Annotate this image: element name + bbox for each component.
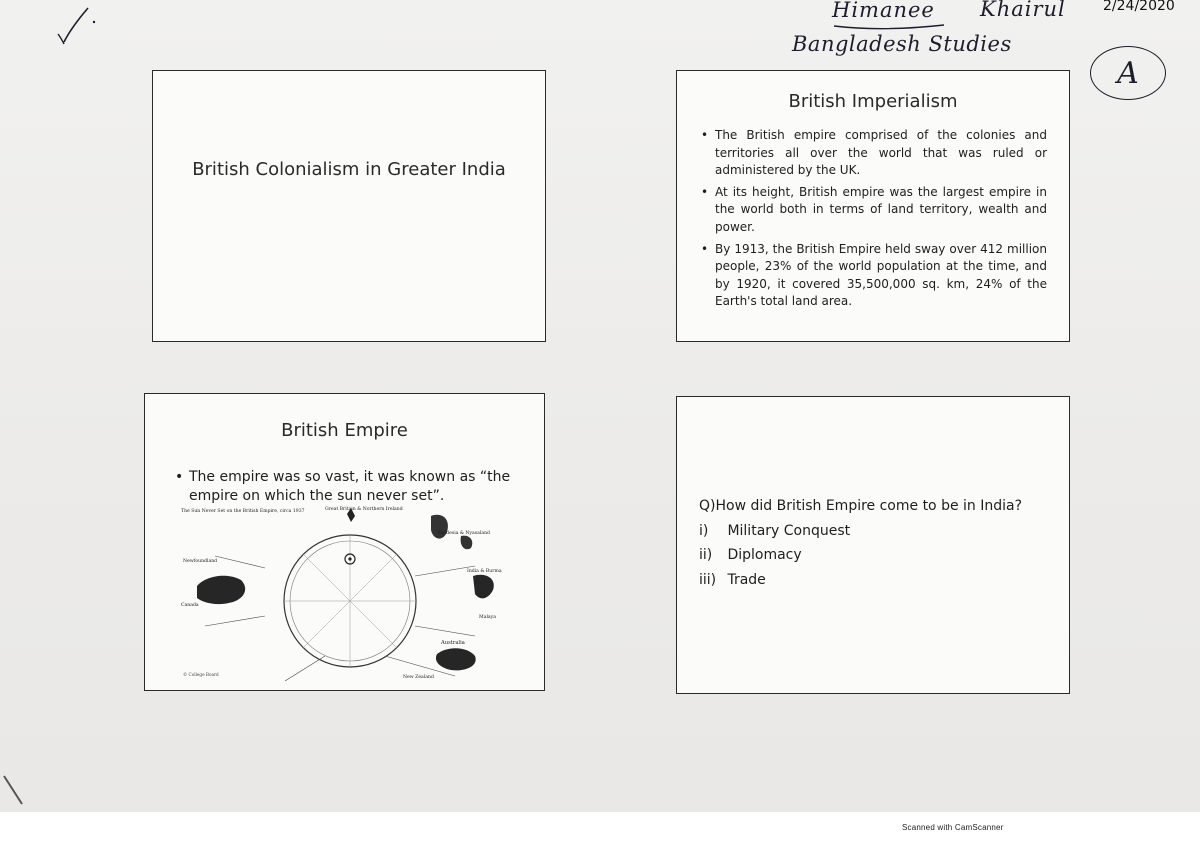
handwritten-course: Bangladesh Studies [792, 32, 1012, 56]
ring-spokes [284, 535, 416, 667]
answer-item [699, 568, 1022, 593]
map-label-australia: Australia [441, 640, 465, 646]
map-label-newfoundland: Newfoundland [183, 559, 218, 564]
answer-item [699, 519, 1022, 544]
page-corner-mark [0, 770, 30, 810]
india-shape [473, 575, 494, 599]
grade-circle [1090, 46, 1166, 100]
answer-number: ii) [699, 547, 713, 563]
slide-heading: British Imperialism [788, 91, 958, 112]
pen-tick-mark [54, 4, 104, 50]
slide-british-empire [144, 393, 545, 691]
empire-map-illustration [175, 506, 515, 688]
leader-lines [205, 556, 475, 681]
slide-title [152, 70, 546, 342]
date-stamp: 2/24/2020 [1103, 0, 1175, 14]
bullet-item: • The British empire comprised of the colonies and territories all over the world that was ruled or administered by the UK. [701, 127, 1047, 180]
footer-band [0, 812, 1200, 848]
map-label-new-zealand: New Zealand [403, 675, 434, 680]
slide-heading: British Empire [281, 420, 408, 441]
question-text: Q)How did British Empire come to be in India? [699, 498, 1023, 514]
slide-question [676, 396, 1070, 694]
map-label-malaya: Malaya [479, 615, 496, 620]
answer-text: Trade [727, 571, 766, 588]
answer-number: i) [699, 522, 709, 539]
handwritten-surname: Khairul [980, 0, 1066, 21]
bullet-item: • By 1913, the British Empire held sway over 412 million people, 23% of the world population at the time, and by 1920, it covered 35,500,000 sq. km, 24% of the Earth's total land area. [701, 241, 1047, 311]
map-label-india: India & Burma [467, 569, 502, 574]
answer-item [699, 543, 1022, 568]
slide-title-text: British Colonialism in Greater India [192, 159, 506, 180]
map-label-great-britain: Great Britain & Northern Ireland [325, 507, 403, 512]
map-caption: The Sun Never Set on the British Empire, circa 1937 [181, 509, 305, 514]
map-credit: © College Board [183, 672, 219, 677]
underline-stroke [828, 20, 948, 34]
canada-shape [197, 576, 245, 604]
scan-watermark: Scanned with CamScanner [902, 823, 1004, 832]
rhodesia-shape [461, 536, 473, 550]
map-label-rhodesia: Rhodesia & Nyasaland [437, 531, 490, 536]
handwritten-name: Himanee [832, 0, 935, 22]
australia-shape [436, 648, 476, 670]
bullet-item: • At its height, British empire was the largest empire in the world both in terms of land territory, wealth and power. [701, 184, 1047, 237]
bullet-item: • The empire was so vast, it was known as “the empire on which the sun never set”. [175, 468, 514, 506]
answer-text: Military Conquest [727, 522, 851, 539]
question-block [699, 494, 1022, 592]
slide-british-imperialism [676, 70, 1070, 342]
map-label-canada: Canada [181, 603, 199, 608]
answer-text: Diplomacy [727, 547, 802, 563]
bullet-list [175, 468, 514, 506]
answer-number: iii) [699, 571, 717, 588]
bullet-list [701, 127, 1047, 315]
grade-letter: A [1117, 55, 1139, 91]
